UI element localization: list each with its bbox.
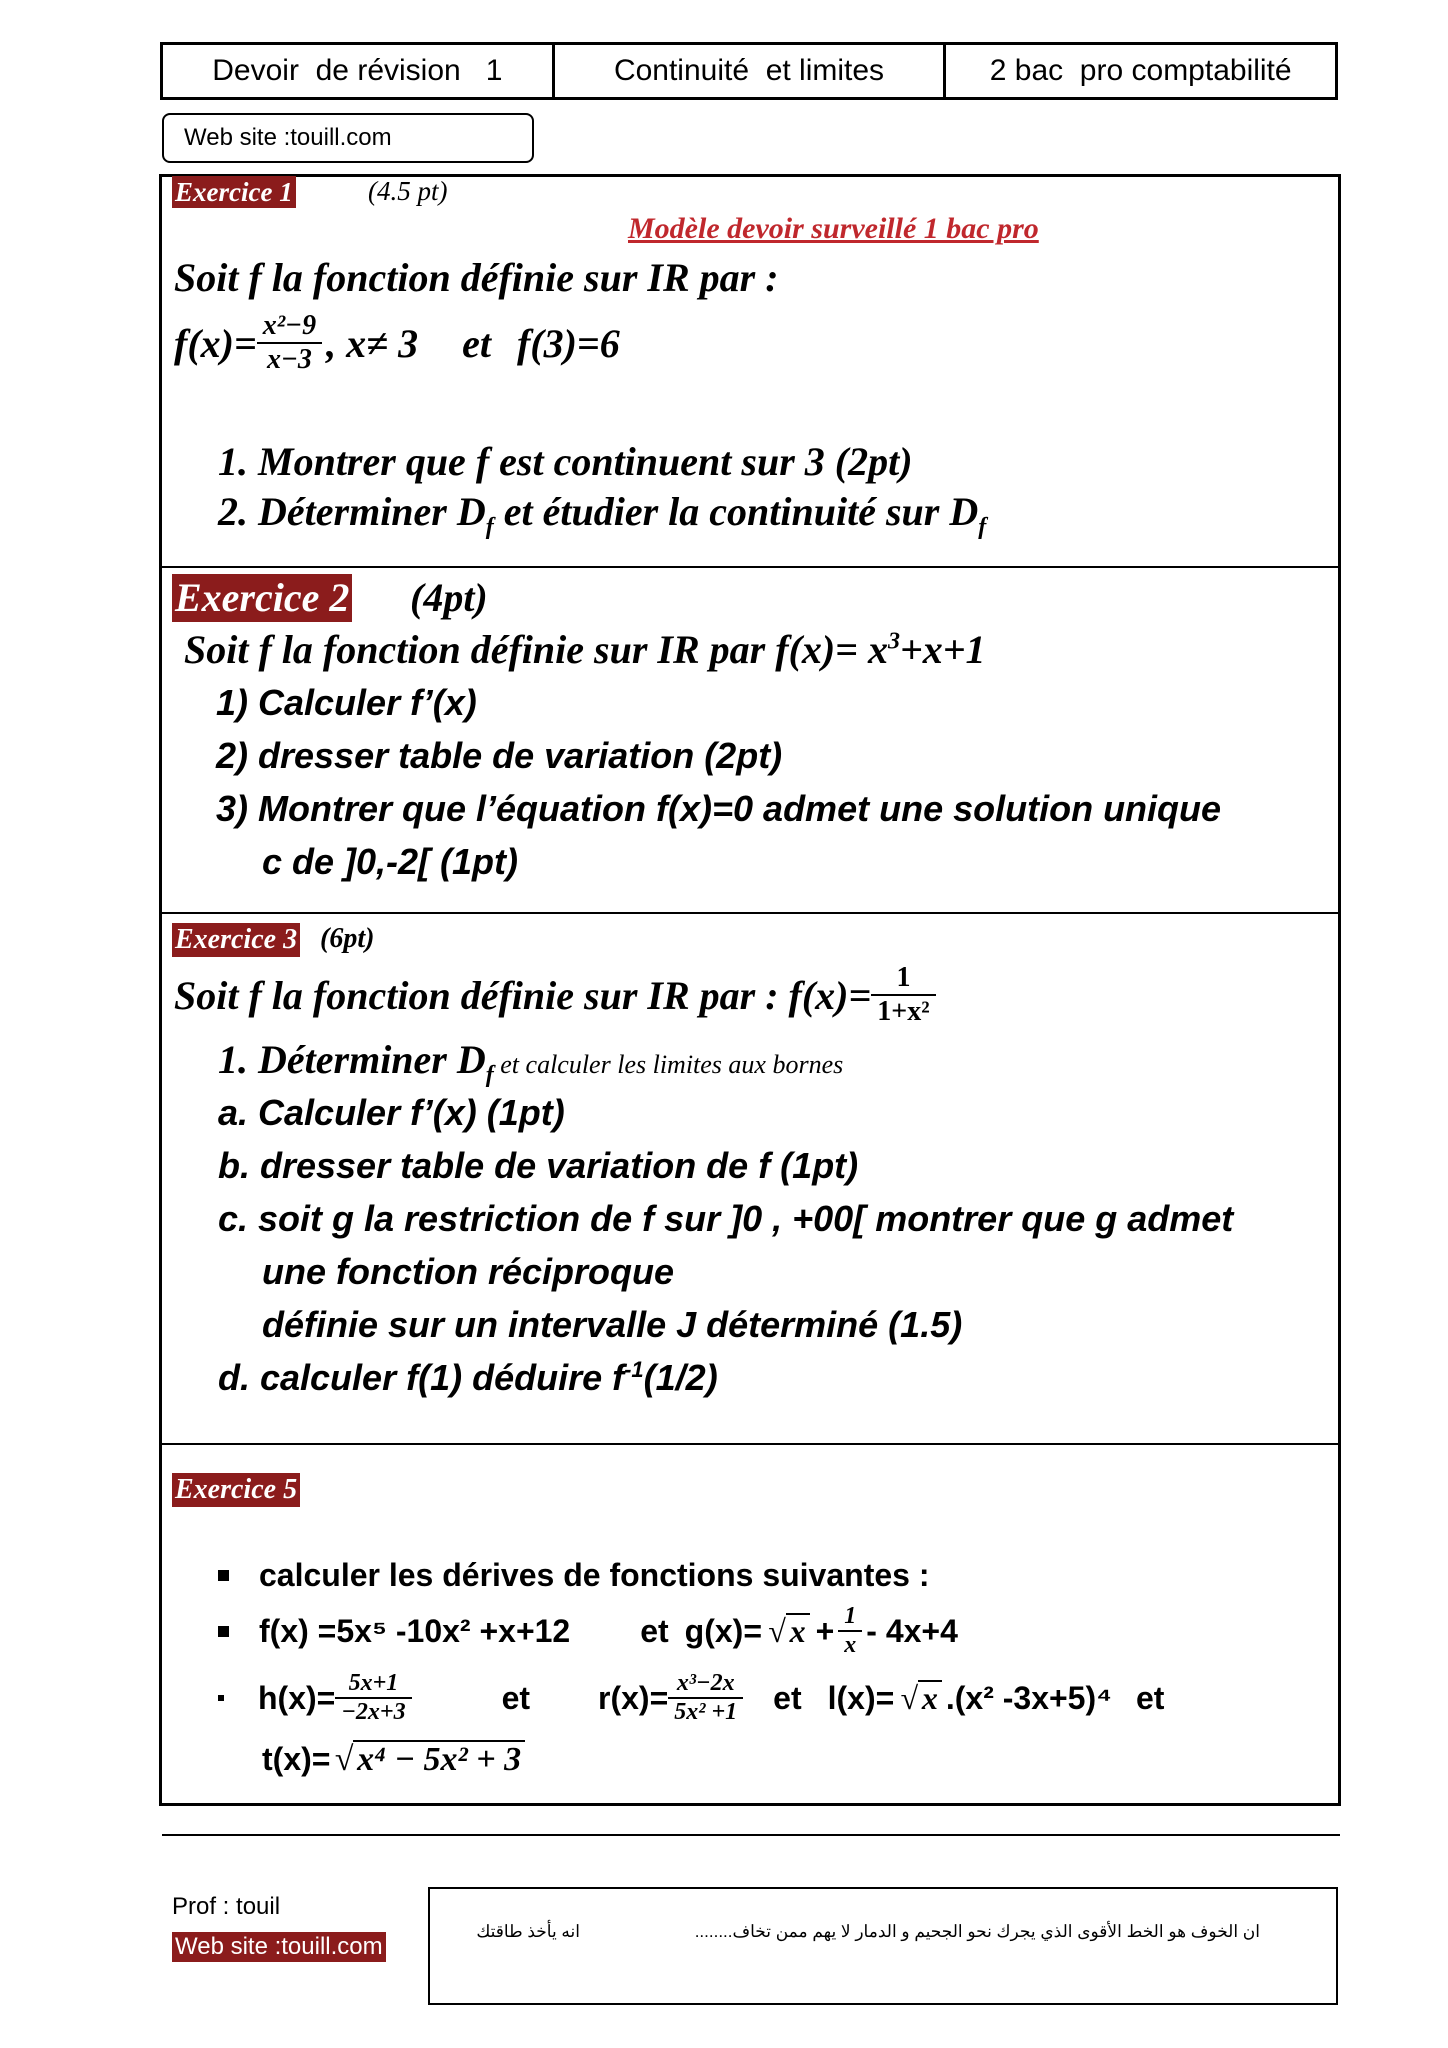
- ex2-statement-a: Soit f la fonction définie sur IR par f(x)= x: [184, 627, 888, 672]
- ex3-qd-text-a: d. calculer f(1) déduire f: [218, 1357, 625, 1398]
- ex1-question-1: 1. Montrer que f est continuent sur 3 (2pt): [218, 439, 913, 484]
- ex5-h-den: −2x+3: [335, 1697, 411, 1726]
- ex3-fraction: [871, 962, 935, 1028]
- ex1-condition: , x≠ 3: [326, 320, 419, 366]
- ex2-question-2: 2) dresser table de variation (2pt): [216, 735, 783, 776]
- ex1-model-note: Modèle devoir surveillé 1 bac pro: [628, 212, 1039, 245]
- ex5-l-label: l(x)=: [827, 1679, 895, 1716]
- ex5-g-sqrt: √ x: [768, 1613, 810, 1650]
- ex2-question-1: 1) Calculer f’(x): [216, 682, 477, 723]
- ex5-badge: Exercice 5: [172, 1473, 300, 1507]
- ex1-q2-sub-1: f: [485, 514, 494, 540]
- ex3-frac-num: 1: [896, 962, 911, 993]
- ex1-q2-text-b: et étudier la continuité sur D: [493, 489, 979, 534]
- ex1-function-def: [174, 310, 620, 376]
- ex5-t-radicand: x⁴ − 5x² + 3: [353, 1740, 525, 1778]
- ex3-qd-sup: -1: [624, 1357, 644, 1382]
- quote-text-right: ان الخوف هو الخط الأقوى الذي يجرك نحو الجحيم و الدمار لا يهم ممن تخاف........: [694, 1922, 1260, 1941]
- ex5-g-plus: +: [815, 1612, 835, 1649]
- ex5-g-fraction: [838, 1603, 862, 1659]
- ex2-points: (4pt): [410, 575, 488, 620]
- ex5-l-sqrt: √ x: [900, 1680, 942, 1717]
- ex1-question-2: [218, 488, 986, 541]
- ex5-g-frac-den: x: [838, 1630, 862, 1659]
- ex1-q2-sub-2: f: [978, 514, 987, 540]
- ex5-line-2: [218, 1603, 958, 1659]
- divider-ex1-ex2: [159, 566, 1341, 568]
- ex3-badge: Exercice 3: [172, 923, 300, 957]
- ex5-h-num: 5x+1: [348, 1670, 399, 1696]
- ex5-r-fraction: [668, 1670, 743, 1726]
- ex1-points: (4.5 pt): [368, 176, 448, 206]
- header-cell-title: Devoir de révision 1: [212, 54, 503, 87]
- ex5-t-label: t(x)=: [262, 1741, 331, 1777]
- ex3-question-c-line3: définie sur un intervalle J déterminé (1.5): [262, 1304, 963, 1345]
- ex1-frac-den: x−3: [257, 342, 322, 376]
- ex5-line-4: [262, 1740, 525, 1779]
- ex5-r-den: 5x² +1: [668, 1697, 743, 1726]
- ex1-f3: f(3)=6: [516, 320, 620, 366]
- divider-ex2-ex3: [159, 912, 1341, 914]
- footer-website: Web site :touill.com: [172, 1932, 386, 1962]
- ex3-statement-text: Soit f la fonction définie sur IR par : f(x)=: [174, 972, 872, 1018]
- header-table: [160, 42, 1338, 100]
- ex3-question-a: a. Calculer f’(x) (1pt): [218, 1092, 565, 1133]
- ex1-frac-num: x²−9: [262, 310, 317, 341]
- ex5-h-label: h(x)=: [258, 1679, 336, 1716]
- divider-ex3-ex5: [159, 1443, 1341, 1445]
- ex2-question-3: 3) Montrer que l’équation f(x)=0 admet une solution unique: [216, 788, 1222, 829]
- quote-box: [428, 1887, 1338, 2005]
- ex5-t-sqrt: √ x⁴ − 5x² + 3: [334, 1740, 525, 1779]
- ex3-frac-den: 1+x²: [871, 994, 935, 1028]
- ex3-q1-text-a: 1. Déterminer D: [218, 1037, 486, 1082]
- ex3-q1-sub: f: [485, 1062, 494, 1088]
- ex5-g-radicand: x: [786, 1613, 810, 1649]
- ex1-f-label: f(x)=: [174, 320, 257, 366]
- ex5-l-radicand: x: [918, 1680, 942, 1716]
- ex5-g-label: g(x)=: [684, 1612, 763, 1649]
- header-cell-class: 2 bac pro comptabilité: [943, 45, 1335, 97]
- ex5-f-def: f(x) =5x⁵ -10x² +x+12: [259, 1612, 571, 1649]
- ex1-fraction: [257, 310, 322, 376]
- ex5-and-4: et: [1135, 1679, 1165, 1716]
- ex2-question-3-cont: c de ]0,-2[ (1pt): [262, 841, 519, 882]
- ex3-question-d: [218, 1357, 718, 1399]
- ex3-qd-text-b: (1/2): [643, 1357, 718, 1398]
- ex5-line-1: [218, 1557, 929, 1594]
- footer-divider: [162, 1834, 1340, 1836]
- ex3-q1-text-b: et calculer les limites aux bornes: [493, 1050, 844, 1079]
- quote-text-left: انه يأخذ طاقتك: [476, 1922, 580, 1941]
- website-box: Web site :touill.com: [162, 113, 534, 163]
- bullet-icon: [218, 1626, 229, 1637]
- ex2-badge: Exercice 2: [172, 574, 352, 622]
- ex1-and: et: [462, 320, 491, 366]
- ex2-statement: [184, 626, 986, 673]
- ex1-badge: Exercice 1: [172, 176, 296, 208]
- ex5-instruction: calculer les dérives de fonctions suivantes :: [259, 1557, 930, 1593]
- ex5-l-rest: .(x² -3x+5)⁴: [945, 1679, 1112, 1716]
- ex3-points: (6pt): [320, 923, 375, 954]
- ex1-statement: Soit f la fonction définie sur IR par :: [174, 255, 779, 300]
- ex1-q2-text-a: 2. Déterminer D: [218, 489, 486, 534]
- ex5-g-frac-num: 1: [844, 1603, 857, 1629]
- ex5-r-label: r(x)=: [598, 1679, 669, 1716]
- ex3-question-1: [218, 1036, 843, 1089]
- ex3-statement: [174, 962, 936, 1028]
- bullet-icon: [218, 1695, 224, 1701]
- bullet-icon: [218, 1570, 229, 1581]
- ex5-and-1: et: [640, 1612, 669, 1649]
- ex5-line-3: [218, 1670, 1164, 1726]
- ex5-and-3: et: [773, 1679, 802, 1716]
- ex5-and-2: et: [501, 1679, 531, 1716]
- ex3-question-c-line2: une fonction réciproque: [262, 1251, 675, 1292]
- footer-prof: Prof : touil: [172, 1893, 281, 1920]
- ex5-g-rest: - 4x+4: [866, 1612, 958, 1649]
- header-cell-topic: Continuité et limites: [552, 45, 944, 97]
- ex2-statement-b: +x+1: [899, 627, 986, 672]
- ex2-statement-sup: 3: [887, 628, 900, 655]
- ex3-question-c: c. soit g la restriction de f sur ]0 , +00[ montrer que g admet: [218, 1198, 1234, 1239]
- ex5-h-fraction: [335, 1670, 411, 1726]
- ex5-r-num: x³−2x: [676, 1670, 735, 1696]
- ex3-question-b: b. dresser table de variation de f (1pt): [218, 1145, 859, 1186]
